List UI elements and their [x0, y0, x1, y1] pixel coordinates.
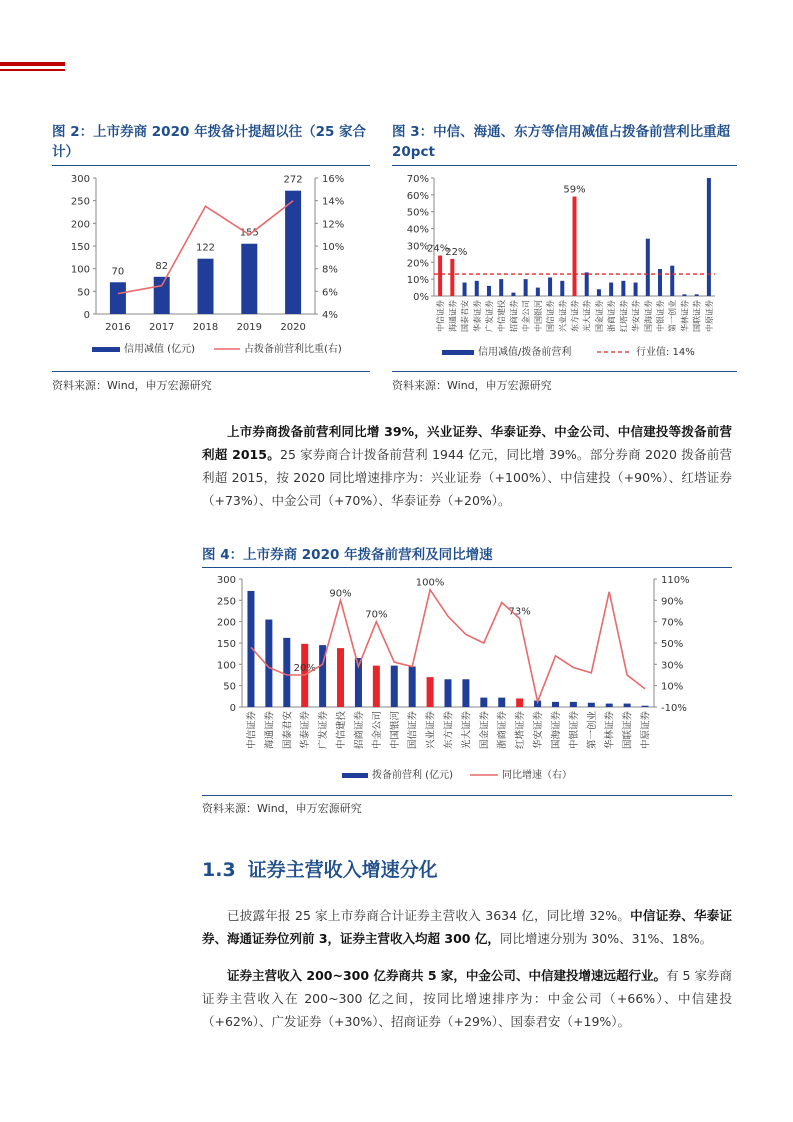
fig3-bar — [634, 283, 638, 296]
fig3-bar — [621, 281, 625, 296]
fig4-bar — [516, 698, 523, 707]
fig3-bar-label: 22% — [445, 246, 468, 258]
fig4-bar — [337, 648, 344, 707]
fig3-legend-bar-swatch — [442, 350, 474, 355]
fig3-bar — [548, 277, 552, 296]
fig2-bar-label: 122 — [195, 242, 216, 254]
fig3-x-tick-label: 招商证券 — [509, 300, 519, 332]
fig4-bar — [606, 704, 613, 707]
fig2-right-tick-label: 12% — [322, 219, 345, 231]
fig3-chart — [392, 167, 737, 367]
fig4-x-tick-label: 兴业证券 — [425, 711, 437, 750]
fig2-bar — [110, 282, 126, 314]
fig3-bottom-rule — [392, 371, 737, 372]
fig4-right-tick-label: 70% — [661, 617, 684, 629]
fig3-x-tick-label: 浙商证券 — [607, 300, 617, 332]
fig2-left-tick-label: 150 — [70, 242, 90, 253]
fig4-bar — [462, 679, 469, 707]
fig4-right-tick-label: 90% — [661, 596, 684, 608]
fig4-bar — [624, 704, 631, 707]
fig3-bar — [450, 259, 454, 296]
fig4-bar — [642, 706, 649, 707]
section-title: 证券主营收入增速分化 — [247, 859, 438, 881]
fig3-source: 资料来源：Wind，申万宏源研究 — [392, 379, 552, 392]
fig4-left-tick-label: 0 — [229, 703, 236, 714]
fig3-bar — [511, 293, 515, 296]
fig4-right-tick-label: -10% — [661, 703, 687, 714]
fig4-x-tick-label: 招商证券 — [353, 711, 365, 750]
fig3-x-tick-label: 东方证券 — [570, 300, 580, 332]
fig2-bottom-rule — [52, 371, 370, 372]
fig2-x-tick-label: 2016 — [105, 322, 131, 333]
fig4-growth-label: 20% — [293, 663, 316, 674]
paragraph-top3-text-b: 同比增速分别为 30%、31%、18%。 — [499, 931, 713, 946]
paragraph-provision-profit — [202, 420, 732, 512]
fig4-x-tick-label: 国信证券 — [407, 711, 419, 750]
fig2-left-tick-label: 300 — [70, 174, 90, 185]
fig4-left-tick-label: 200 — [216, 617, 236, 629]
fig3-bar — [646, 239, 650, 296]
fig4-source: 资料来源：Wind，申万宏源研究 — [202, 802, 362, 815]
fig4-x-tick-label: 华林证券 — [604, 711, 616, 750]
fig2-left-tick-label: 100 — [70, 264, 90, 276]
fig3-y-tick-label: 30% — [406, 241, 429, 253]
fig3-y-tick-label: 60% — [406, 190, 429, 202]
fig4-x-tick-label: 海通证券 — [264, 711, 276, 750]
fig3-x-tick-label: 中国银河 — [533, 300, 543, 332]
fig3-bar — [670, 266, 674, 296]
section-number: 1.3 — [202, 859, 236, 881]
fig3-x-tick-label: 华泰证券 — [472, 300, 482, 332]
fig2-legend-line-label: 占拨备前营利比重(右) — [244, 344, 342, 355]
fig3-x-tick-label: 光大证券 — [582, 300, 592, 332]
fig3-bar — [609, 283, 613, 296]
fig2-right-tick-label: 4% — [322, 310, 338, 321]
fig4-bar — [427, 677, 434, 707]
fig4-chart — [202, 569, 732, 791]
fig2-bar — [285, 191, 301, 314]
fig3-y-tick-label: 70% — [406, 174, 429, 185]
fig3-x-tick-label: 兴业证券 — [558, 300, 568, 332]
fig4-x-tick-label: 国泰君安 — [282, 711, 294, 750]
fig4-x-tick-label: 中国银河 — [389, 711, 401, 750]
fig3-bar-label: 24% — [426, 243, 450, 255]
fig2-right-tick-label: 14% — [322, 196, 345, 208]
fig4-left-tick-label: 250 — [216, 596, 236, 608]
fig4-x-tick-label: 浙商证券 — [497, 711, 509, 750]
fig3-x-tick-label: 国金证券 — [594, 300, 604, 332]
fig4-x-tick-label: 红塔证券 — [515, 711, 527, 750]
fig4-x-tick-label: 中原证券 — [640, 711, 652, 750]
fig2-legend-bar-label: 信用减值 (亿元) — [124, 344, 195, 355]
fig4-bar — [409, 666, 416, 707]
fig3-bar — [475, 281, 479, 296]
fig2-x-tick-label: 2018 — [192, 322, 219, 333]
fig2-x-tick-label: 2017 — [148, 322, 175, 333]
fig4-x-tick-label: 国联证券 — [622, 711, 634, 750]
paragraph-provision-profit-bold: 上市券商拨备前营利同比增 39%，兴业证券、华泰证券、中金公司、中信建投等拨备前营利超 2015。 — [202, 424, 732, 462]
fig2-chart — [52, 167, 372, 367]
fig3-x-tick-label: 海通证券 — [448, 300, 458, 332]
fig4-bar — [588, 703, 595, 707]
fig3-bar — [524, 279, 528, 296]
fig4-x-tick-label: 中信建投 — [336, 711, 348, 750]
paragraph-200-300 — [202, 964, 732, 1033]
fig4-x-tick-label: 国海证券 — [550, 711, 562, 750]
fig4-top-rule — [202, 567, 732, 568]
fig4-x-tick-label: 中信证券 — [246, 711, 258, 750]
fig4-x-tick-label: 东方证券 — [443, 711, 455, 750]
fig4-growth-label: 73% — [508, 606, 531, 618]
fig2-source: 资料来源：Wind，申万宏源研究 — [52, 379, 212, 392]
fig2-left-tick-label: 50 — [77, 287, 90, 299]
fig4-legend-line-label: 同比增速（右） — [502, 770, 572, 781]
fig3-legend-line-label: 行业值: 14% — [636, 347, 695, 358]
fig4-x-tick-label: 华安证券 — [533, 711, 545, 750]
fig2-bar — [241, 244, 257, 314]
fig4-bar — [283, 638, 290, 707]
fig4-left-tick-label: 50 — [223, 681, 236, 693]
fig2-right-tick-label: 6% — [322, 287, 338, 299]
fig4-left-tick-label: 100 — [216, 660, 236, 672]
fig4-bar — [391, 666, 398, 707]
paragraph-top3-bold: 中信证券、华泰证券、海通证券位列前 3，证券主营收入均超 300 亿， — [202, 908, 732, 946]
fig3-bar — [597, 289, 601, 296]
fig4-legend-bar-label: 拨备前营利 (亿元) — [372, 770, 453, 781]
fig3-x-tick-label: 华林证券 — [680, 300, 690, 332]
fig3-bar — [438, 256, 442, 296]
fig2-bar-label: 272 — [283, 174, 303, 186]
fig3-x-tick-label: 中金公司 — [521, 300, 531, 332]
fig3-y-tick-label: 20% — [406, 258, 429, 270]
fig2-left-tick-label: 0 — [83, 310, 90, 321]
fig4-legend-bar-swatch — [342, 773, 368, 778]
fig4-right-tick-label: 30% — [661, 660, 684, 672]
fig3-bar — [707, 178, 711, 296]
fig3-bar — [499, 279, 503, 296]
paragraph-200-300-bold: 证券主营收入 200~300 亿券商共 5 家，中金公司、中信建投增速远超行业。 — [227, 968, 667, 983]
fig4-right-tick-label: 50% — [661, 639, 684, 650]
fig3-x-tick-label: 华安证券 — [631, 300, 641, 332]
fig2-left-tick-label: 200 — [70, 219, 90, 231]
section-heading — [202, 855, 450, 882]
fig3-y-tick-label: 10% — [406, 275, 429, 287]
fig3-x-tick-label: 中信证券 — [436, 300, 446, 332]
fig3-bar — [487, 286, 491, 296]
fig3-bar-label: 59% — [563, 184, 586, 196]
paragraph-200-300-text: 有 5 家券商证券主营收入在 200~300 亿之间，按同比增速排序为：中金公司（+66%）、中信建投（+62%）、广发证券（+30%）、招商证券（+29%）、国泰君安（+19%）。 — [202, 968, 733, 1029]
fig3-bar — [695, 294, 699, 296]
fig2-left-tick-label: 250 — [70, 196, 90, 208]
fig3-y-tick-label: 40% — [406, 224, 429, 236]
fig3-x-tick-label: 广发证券 — [484, 300, 494, 332]
fig3-x-tick-label: 国泰君安 — [460, 300, 470, 332]
fig4-left-tick-label: 150 — [216, 639, 236, 650]
fig3-bar — [463, 283, 467, 296]
fig4-bar — [265, 620, 272, 707]
fig3-legend-bar-label: 信用减值/拨备前营利 — [478, 347, 572, 358]
paragraph-provision-profit-text: 25 家券商合计拨备前营利 1944 亿元，同比增 39%。部分券商 2020 拨备前营利超 2015，按 2020 同比增速排序为：兴业证券（+100%）、中信建投（+90%）、红塔证券（+73%）、中金公司（+70%）、华泰证券（+20%）。 — [202, 447, 732, 508]
fig3-x-tick-label: 国联证券 — [692, 300, 702, 332]
fig3-x-tick-label: 第一创业 — [668, 300, 678, 332]
fig4-x-tick-label: 光大证券 — [461, 711, 473, 750]
fig4-title: 图 4：上市券商 2020 年拨备前营利及同比增速 — [202, 547, 493, 563]
fig2-bar-label: 82 — [155, 260, 169, 272]
fig2-x-tick-label: 2019 — [236, 322, 263, 333]
fig4-bar — [570, 702, 577, 707]
fig2-x-tick-label: 2020 — [280, 322, 306, 333]
fig4-growth-label: 90% — [329, 588, 352, 600]
fig4-x-tick-label: 国金证券 — [479, 711, 491, 750]
fig2-right-tick-label: 16% — [322, 174, 345, 185]
fig3-x-tick-label: 中原证券 — [704, 300, 714, 332]
fig2-top-rule — [52, 165, 370, 166]
paragraph-top3 — [202, 904, 732, 950]
fig2-title: 图 2：上市券商 2020 年拨备计提超以往（25 家合计） — [52, 124, 367, 160]
fig4-bar — [498, 698, 505, 707]
fig2-bar — [198, 259, 214, 314]
fig3-bar — [536, 288, 540, 296]
fig4-right-tick-label: 10% — [661, 681, 684, 693]
fig3-y-tick-label: 0% — [413, 292, 429, 303]
fig2-bar-label: 155 — [239, 227, 259, 239]
fig3-x-tick-label: 国海证券 — [643, 300, 653, 332]
header-accent-bar-thin — [0, 69, 65, 71]
fig3-x-tick-label: 红塔证券 — [619, 300, 629, 332]
fig4-right-tick-label: 110% — [661, 575, 690, 586]
paragraph-top3-text-a: 已披露年报 25 家上市券商合计证券主营收入 3634 亿，同比增 32%。 — [227, 908, 631, 923]
fig4-growth-label: 100% — [415, 577, 445, 589]
fig3-y-tick-label: 50% — [406, 207, 429, 219]
fig4-left-tick-label: 300 — [216, 575, 236, 586]
fig4-bar — [373, 666, 380, 707]
fig2-bar — [154, 277, 170, 314]
fig2-right-tick-label: 8% — [322, 264, 338, 276]
header-accent-bar — [0, 62, 65, 66]
fig4-growth-label: 70% — [365, 609, 388, 621]
fig3-bar — [682, 294, 686, 296]
fig4-bar — [445, 679, 452, 707]
fig3-bar — [658, 269, 662, 296]
fig4-x-tick-label: 中银证券 — [568, 711, 580, 750]
fig2-legend-bar-swatch — [92, 347, 120, 352]
fig3-bar — [585, 272, 589, 296]
fig2-bar-label: 70 — [111, 266, 125, 278]
fig2-right-tick-label: 10% — [322, 242, 345, 253]
fig4-bar — [480, 698, 487, 707]
fig4-x-tick-label: 广发证券 — [318, 711, 330, 750]
fig3-top-rule — [392, 165, 737, 166]
fig3-title: 图 3：中信、海通、东方等信用减值占拨备前营利比重超 20pct — [392, 124, 731, 160]
fig4-x-tick-label: 中金公司 — [371, 711, 383, 750]
fig3-x-tick-label: 中信建投 — [497, 300, 507, 332]
fig4-bar — [552, 702, 559, 707]
fig3-x-tick-label: 中银证券 — [656, 300, 666, 332]
fig3-bar — [573, 197, 577, 296]
fig3-x-tick-label: 国信证券 — [546, 300, 556, 332]
fig4-x-tick-label: 第一创业 — [586, 711, 598, 750]
fig3-bar — [560, 281, 564, 296]
fig4-bottom-rule — [202, 795, 732, 796]
fig4-x-tick-label: 华泰证券 — [300, 711, 312, 750]
